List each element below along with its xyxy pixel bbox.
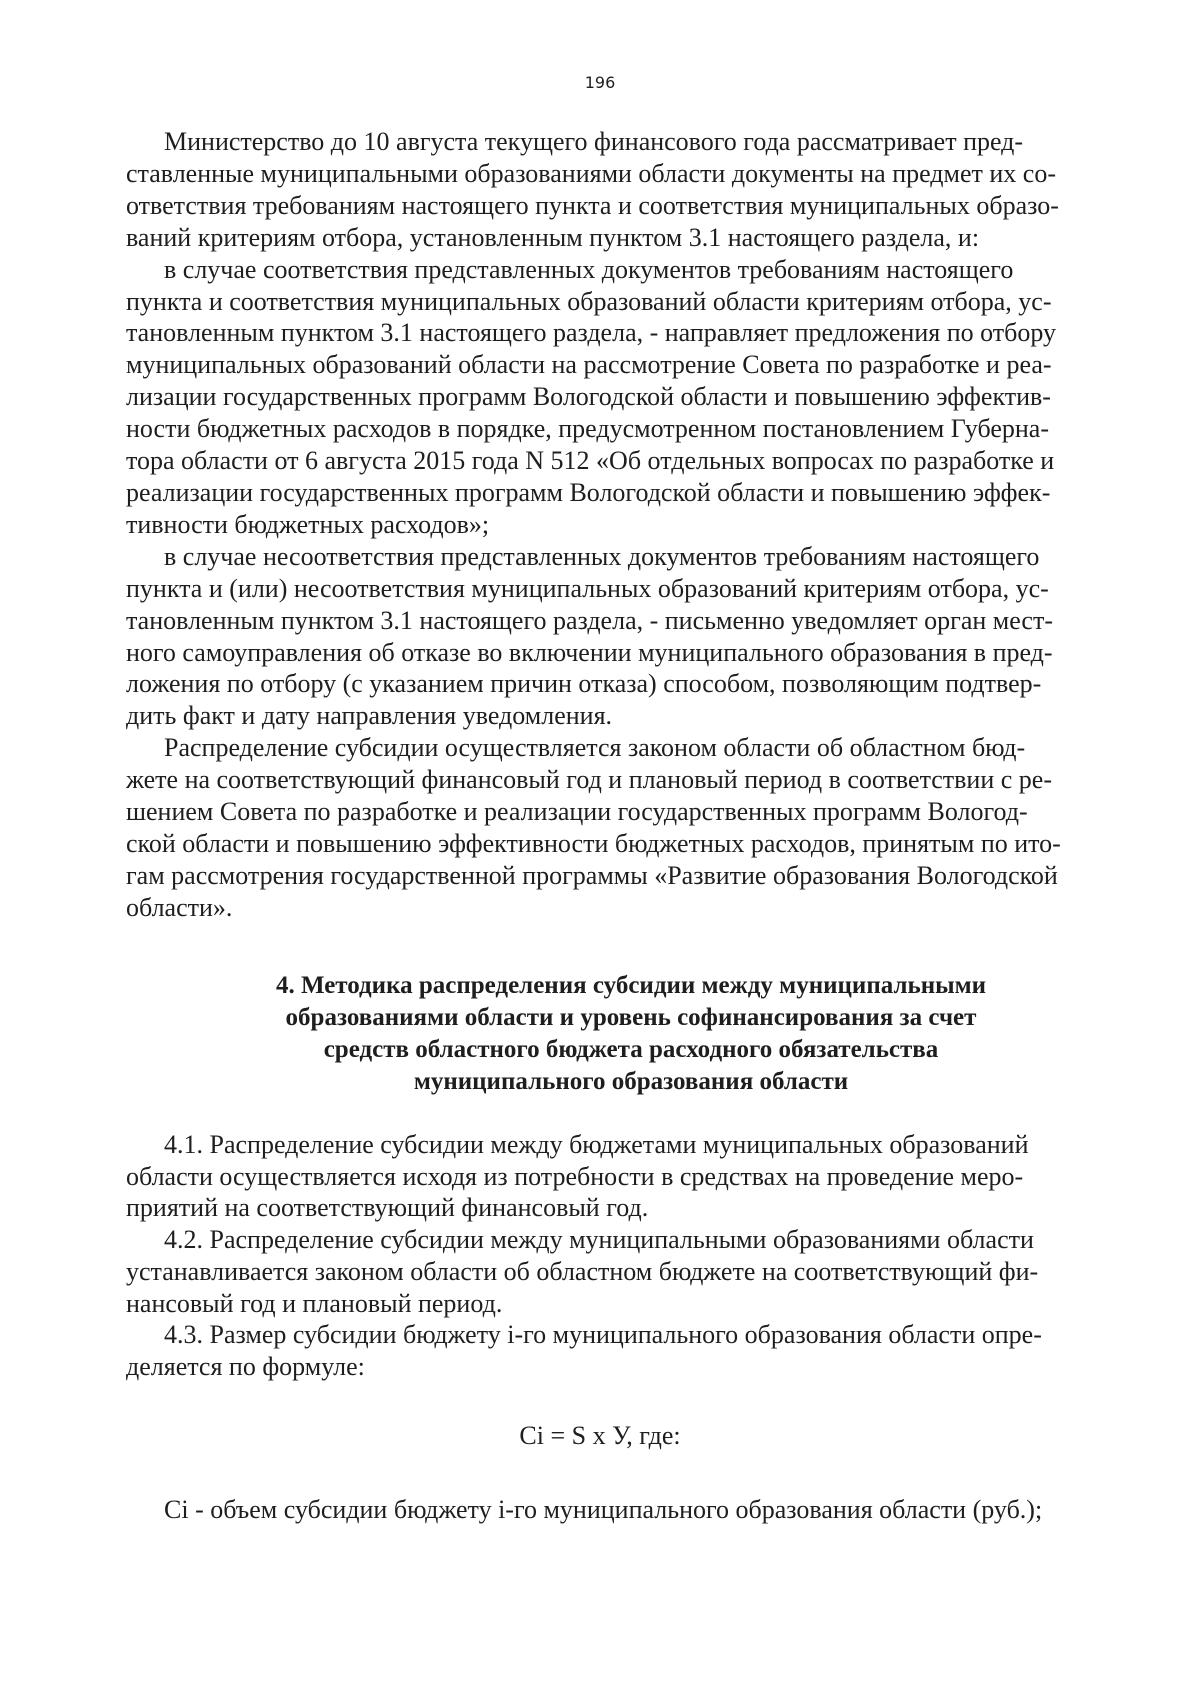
paragraph-4-3: 4.3. Размер субсидии бюджету i-го муниципального образования области опре- деляется по формуле: [126,1320,1042,1381]
paragraph-case-noncompliance: в случае несоответствия представленных документов требованиям настоящего пункта и (или) несоответствия муниципальных образований критериям отбора, ус- тановленным пунктом 3.1 настоящего раздела, - письменно уведомляет орган мест- ного самоуправления об отказе во включении муниципального образования в пред- ложения по отбору (с указанием причин отказа) способом, позволяющим подтвер- дить факт и дату направления уведомления. [126,541,1053,731]
main-text [126,126,1136,924]
page-number: 196 [584,73,616,92]
paragraph-ministry-review: Министерство до 10 августа текущего финансового года рассматривает пред- ставленные муниципальными образованиями области документы на предмет их со- ответствия требованиям настоящего пункта и соответствия муниципальных образо- ваний критериям отбора, установленным пунктом 3.1 настоящего раздела, и: [126,127,1059,252]
paragraph-case-compliance: в случае соответствия представленных документов требованиям настоящего пункта и соответствия муниципальных образований области критериям отбора, ус- тановленным пунктом 3.1 настоящего раздела, - направляет предложения по отбору муниципальных образований области на рассмотрение Совета по разработке и реа- лизации государственных программ Вологодской области и повышению эффектив- ности бюджетных расходов в порядке, предусмотренном постановлением Губерна- тора области от 6 августа 2015 года N 512 «Об отдельных вопросах по разработке и реализации государственных программ Вологодской области и повышению эффек- тивности бюджетных расходов»; [126,254,1057,539]
formula-definition-ci: Ci - объем субсидии бюджету i-го муниципального образования области (руб.); [164,1495,1043,1524]
paragraph-4-1: 4.1. Распределение субсидии между бюджетами муниципальных образований области осуществляется исходя из потребности в средствах на проведение меро- приятий на соответствующий финансовый год. [126,1130,1029,1223]
paragraph-subsidy-distribution: Распределение субсидии осуществляется законом области об областном бюд- жете на соответствующий финансовый год и плановый период в соответствии с ре- шением Совета по разработке и реализации государственных программ Вологод- ской области и повышению эффективности бюджетных расходов, принятым по ито- гам рассмотрения государственной программы «Развитие образования Вологодской области». [126,733,1061,922]
section-body [126,1129,1136,1383]
paragraph-4-2: 4.2. Распределение субсидии между муниципальными образованиями области устанавливается законом области об областном бюджете на соответствующий фи- нансовый год и плановый период. [126,1225,1039,1318]
section-heading: 4. Методика распределения субсидии между муниципальными образованиями области и уровень софинансирования за счет средств областного бюджета расходного обязательства муниципального образования области [275,972,987,1095]
formula: Ci = S x У, где: [519,1421,681,1450]
